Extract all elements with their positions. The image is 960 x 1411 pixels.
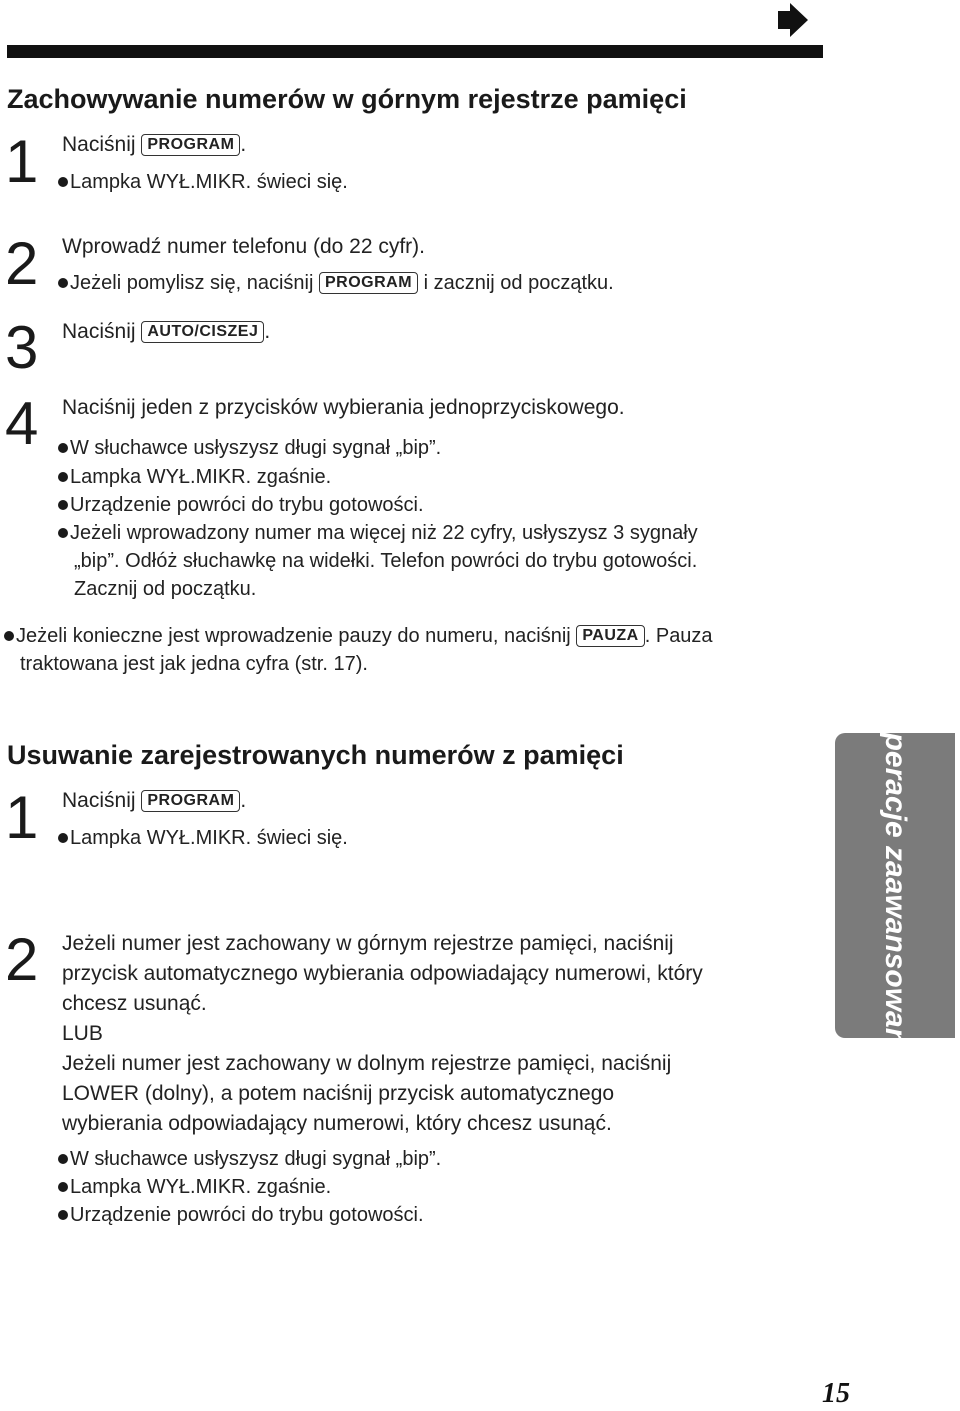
section-title-delete: Usuwanie zarejestrowanych numerów z pamięci (7, 740, 624, 770)
step-line: wybierania odpowiadający numerowi, który chcesz usunąć. (62, 1112, 612, 1135)
section-title-save: Zachowywanie numerów w górnym rejestrze pamięci (7, 84, 687, 114)
side-tab (835, 708, 955, 1063)
step-line: Jeżeli numer jest zachowany w górnym rejestrze pamięci, naciśnij (62, 932, 674, 955)
bullet-continuation: „bip”. Odłóż słuchawkę na widełki. Telefon powróci do trybu gotowości. (74, 550, 698, 572)
bullet-icon (58, 500, 68, 510)
page-number: 15 (822, 1378, 850, 1409)
bullet-item: Lampka WYŁ.MIKR. świeci się. (58, 824, 348, 852)
bullet-item: Urządzenie powróci do trybu gotowości. (58, 1201, 424, 1229)
step-text: Naciśnij PROGRAM . (62, 133, 247, 156)
step-text: Naciśnij AUTO/CISZEJ . (62, 320, 271, 343)
bullet-icon (58, 1182, 68, 1192)
step-line: LUB (62, 1022, 103, 1045)
bullet-icon (58, 177, 68, 187)
bullet-item: Jeżeli wprowadzony numer ma więcej niż 22 cyfry, usłyszysz 3 sygnały (58, 519, 698, 547)
step-text: Wprowadź numer telefonu (do 22 cyfr). (62, 235, 425, 258)
side-tab-label: Operacje zaawansowane (879, 708, 912, 1063)
bullet-icon (58, 278, 68, 288)
bullet-continuation: Zacznij od początku. (74, 578, 257, 600)
program-key: PROGRAM (141, 790, 240, 812)
step-line: Jeżeli numer jest zachowany w dolnym rejestrze pamięci, naciśnij (62, 1052, 672, 1075)
bullet-item: W słuchawce usłyszysz długi sygnał „bip”. (58, 1145, 441, 1173)
step-text: Naciśnij PROGRAM . (62, 789, 247, 812)
step-number: 2 (5, 926, 39, 993)
bullet-icon (58, 833, 68, 843)
header-rule (7, 45, 823, 58)
step-number: 4 (5, 390, 39, 457)
step-line: LOWER (dolny), a potem naciśnij przycisk automatycznego (62, 1082, 615, 1105)
step-text: Naciśnij jeden z przycisków wybierania jednoprzyciskowego. (62, 396, 625, 419)
step-number: 3 (5, 314, 39, 381)
bullet-item: Jeżeli pomylisz się, naciśnij PROGRAM i zacznij od początku. (58, 269, 614, 297)
step-number: 1 (5, 128, 39, 195)
note-pause-line2: traktowana jest jak jedna cyfra (str. 17). (20, 653, 368, 675)
step-number: 2 (5, 230, 39, 297)
bullet-icon (58, 472, 68, 482)
bullet-item: Lampka WYŁ.MIKR. zgaśnie. (58, 1173, 331, 1201)
next-page-arrow-icon (778, 3, 808, 37)
bullet-icon (58, 1210, 68, 1220)
bullet-item: W słuchawce usłyszysz długi sygnał „bip”. (58, 434, 441, 462)
program-key: PROGRAM (319, 272, 418, 294)
auto-ciszej-key: AUTO/CISZEJ (141, 321, 264, 343)
bullet-item: Lampka WYŁ.MIKR. zgaśnie. (58, 463, 331, 491)
step-line: chcesz usunąć. (62, 992, 207, 1015)
bullet-icon (4, 631, 14, 641)
pauza-key: PAUZA (576, 625, 644, 647)
program-key: PROGRAM (141, 134, 240, 156)
note-pause: Jeżeli konieczne jest wprowadzenie pauzy do numeru, naciśnij PAUZA . Pauza (4, 622, 713, 650)
bullet-item: Lampka WYŁ.MIKR. świeci się. (58, 168, 348, 196)
step-line: przycisk automatycznego wybierania odpowiadający numerowi, który (62, 962, 703, 985)
bullet-icon (58, 1154, 68, 1164)
bullet-icon (58, 528, 68, 538)
bullet-item: Urządzenie powróci do trybu gotowości. (58, 491, 424, 519)
bullet-icon (58, 443, 68, 453)
step-number: 1 (5, 784, 39, 851)
